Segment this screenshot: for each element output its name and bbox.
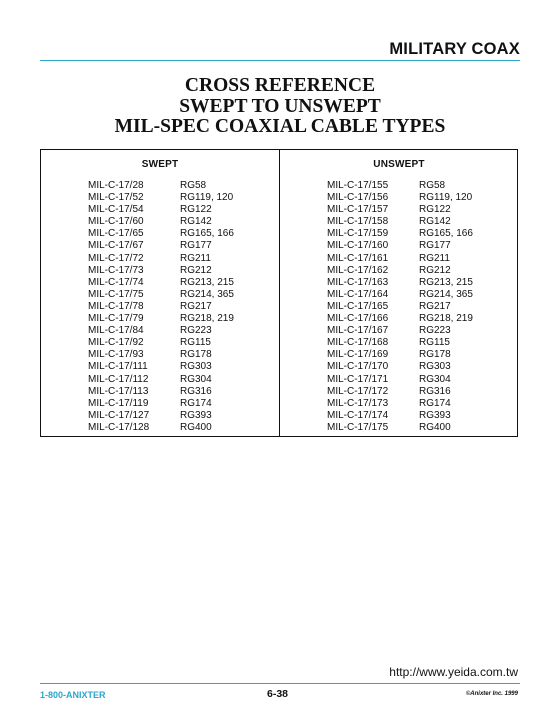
rg-type: RG223	[180, 325, 212, 337]
rg-type: RG393	[180, 409, 212, 421]
mil-spec-number: MIL-C-17/164	[327, 288, 389, 300]
copyright-notice: ©Anixter Inc. 1999	[465, 691, 518, 697]
table-row	[88, 277, 234, 289]
mil-spec-number: MIL-C-17/128	[88, 421, 150, 433]
rg-type: RG212	[419, 264, 451, 276]
table-row	[327, 398, 473, 410]
table-row	[327, 265, 473, 277]
mil-spec-number: MIL-C-17/167	[327, 325, 389, 337]
rg-type: RG217	[180, 300, 212, 312]
table-row	[327, 240, 473, 252]
table-row	[327, 422, 473, 434]
rg-type: RG177	[180, 240, 212, 252]
mil-spec-number: MIL-C-17/175	[327, 421, 389, 433]
mil-spec-number: MIL-C-17/127	[88, 409, 150, 421]
table-row	[327, 204, 473, 216]
table-row	[88, 325, 234, 337]
table-row	[88, 337, 234, 349]
table-row	[88, 386, 234, 398]
mil-spec-number: MIL-C-17/172	[327, 385, 389, 397]
rg-type: RG211	[180, 252, 211, 264]
rg-type: RG218, 219	[419, 313, 473, 325]
table-row	[88, 192, 234, 204]
rg-type: RG174	[419, 397, 451, 409]
mil-spec-number: MIL-C-17/166	[327, 313, 389, 325]
mil-spec-number: MIL-C-17/54	[88, 204, 144, 216]
mil-spec-number: MIL-C-17/65	[88, 228, 144, 240]
rg-type: RG218, 219	[180, 313, 234, 325]
table-row	[88, 301, 234, 313]
section-title: MILITARY COAX	[389, 40, 520, 58]
mil-spec-number: MIL-C-17/162	[327, 264, 389, 276]
mil-spec-number: MIL-C-17/159	[327, 228, 389, 240]
table-row	[88, 240, 234, 252]
swept-rows	[88, 180, 234, 434]
table-row	[327, 410, 473, 422]
mil-spec-number: MIL-C-17/173	[327, 397, 389, 409]
mil-spec-number: MIL-C-17/72	[88, 252, 144, 264]
table-row	[88, 374, 234, 386]
mil-spec-number: MIL-C-17/60	[88, 216, 144, 228]
rg-type: RG393	[419, 409, 451, 421]
rg-type: RG214, 365	[180, 288, 234, 300]
header-rule	[40, 60, 520, 61]
rg-type: RG122	[419, 204, 451, 216]
mil-spec-number: MIL-C-17/84	[88, 325, 144, 337]
table-row	[327, 192, 473, 204]
mil-spec-number: MIL-C-17/165	[327, 300, 389, 312]
mil-spec-number: MIL-C-17/174	[327, 409, 389, 421]
rg-type: RG316	[419, 385, 451, 397]
unswept-rows	[327, 180, 473, 434]
table-row	[327, 289, 473, 301]
mil-spec-number: MIL-C-17/92	[88, 337, 144, 349]
table-row	[88, 349, 234, 361]
table-row	[327, 361, 473, 373]
rg-type: RG212	[180, 264, 212, 276]
mil-spec-number: MIL-C-17/75	[88, 288, 144, 300]
rg-type: RG303	[419, 361, 451, 373]
table-row	[327, 349, 473, 361]
rg-type: RG165, 166	[180, 228, 234, 240]
rg-type: RG142	[419, 216, 451, 228]
table-row	[88, 313, 234, 325]
swept-heading: SWEPT	[141, 159, 179, 170]
table-row	[327, 180, 473, 192]
rg-type: RG115	[419, 337, 450, 349]
table-row	[327, 337, 473, 349]
table-row	[327, 277, 473, 289]
mil-spec-number: MIL-C-17/93	[88, 349, 144, 361]
rg-type: RG214, 365	[419, 288, 473, 300]
rg-type: RG119, 120	[180, 192, 234, 204]
rg-type: RG217	[419, 300, 451, 312]
mil-spec-number: MIL-C-17/78	[88, 300, 144, 312]
title-line-3: MIL-SPEC COAXIAL CABLE TYPES	[114, 116, 446, 137]
rg-type: RG115	[180, 337, 211, 349]
mil-spec-number: MIL-C-17/168	[327, 337, 389, 349]
document-title	[40, 76, 520, 138]
table-row	[327, 313, 473, 325]
mil-spec-number: MIL-C-17/111	[88, 361, 148, 373]
mil-spec-number: MIL-C-17/113	[88, 385, 149, 397]
table-row	[88, 422, 234, 434]
title-line-2: SWEPT TO UNSWEPT	[179, 95, 381, 117]
rg-type: RG178	[180, 349, 212, 361]
table-row	[327, 228, 473, 240]
swept-column	[41, 150, 279, 436]
rg-type: RG400	[419, 421, 451, 433]
mil-spec-number: MIL-C-17/119	[88, 397, 149, 409]
title-line-1: CROSS REFERENCE	[184, 75, 376, 96]
mil-spec-number: MIL-C-17/160	[327, 240, 389, 252]
mil-spec-number: MIL-C-17/79	[88, 313, 144, 325]
cross-reference-table	[40, 149, 518, 437]
table-row	[88, 289, 234, 301]
table-row	[88, 253, 234, 265]
mil-spec-number: MIL-C-17/74	[88, 276, 144, 288]
mil-spec-number: MIL-C-17/155	[327, 180, 389, 191]
footer-phone: 1-800-ANIXTER	[40, 690, 106, 700]
rg-type: RG213, 215	[180, 276, 234, 288]
rg-type: RG316	[180, 385, 212, 397]
table-row	[327, 325, 473, 337]
mil-spec-number: MIL-C-17/158	[327, 216, 389, 228]
rg-type: RG58	[180, 180, 207, 191]
mil-spec-number: MIL-C-17/170	[327, 361, 389, 373]
mil-spec-number: MIL-C-17/156	[327, 192, 389, 204]
rg-type: RG213, 215	[419, 276, 473, 288]
mil-spec-number: MIL-C-17/52	[88, 192, 144, 204]
rg-type: RG178	[419, 349, 451, 361]
table-row	[88, 180, 234, 192]
table-row	[327, 374, 473, 386]
table-row	[88, 265, 234, 277]
rg-type: RG211	[419, 252, 450, 264]
rg-type: RG174	[180, 397, 212, 409]
mil-spec-number: MIL-C-17/157	[327, 204, 389, 216]
table-row	[88, 361, 234, 373]
rg-type: RG122	[180, 204, 212, 216]
footer-rule	[40, 683, 520, 684]
mil-spec-number: MIL-C-17/161	[327, 252, 389, 264]
rg-type: RG400	[180, 421, 212, 433]
rg-type: RG304	[419, 373, 451, 385]
rg-type: RG304	[180, 373, 212, 385]
table-row	[327, 253, 473, 265]
mil-spec-number: MIL-C-17/67	[88, 240, 144, 252]
table-row	[88, 410, 234, 422]
website-url[interactable]: http://www.yeida.com.tw	[389, 665, 518, 679]
rg-type: RG177	[419, 240, 451, 252]
mil-spec-number: MIL-C-17/163	[327, 276, 389, 288]
mil-spec-number: MIL-C-17/171	[327, 373, 389, 385]
rg-type: RG303	[180, 361, 212, 373]
mil-spec-number: MIL-C-17/73	[88, 264, 144, 276]
table-row	[327, 216, 473, 228]
table-row	[88, 216, 234, 228]
rg-type: RG223	[419, 325, 451, 337]
rg-type: RG165, 166	[419, 228, 473, 240]
table-row	[88, 204, 234, 216]
mil-spec-number: MIL-C-17/28	[88, 180, 144, 191]
rg-type: RG142	[180, 216, 212, 228]
mil-spec-number: MIL-C-17/169	[327, 349, 389, 361]
rg-type: RG58	[419, 180, 446, 191]
rg-type: RG119, 120	[419, 192, 473, 204]
table-row	[327, 386, 473, 398]
unswept-heading: UNSWEPT	[373, 159, 425, 170]
table-row	[88, 228, 234, 240]
mil-spec-number: MIL-C-17/112	[88, 373, 149, 385]
page-number: 6-38	[267, 688, 289, 700]
table-row	[88, 398, 234, 410]
table-row	[327, 301, 473, 313]
unswept-column	[280, 150, 518, 436]
